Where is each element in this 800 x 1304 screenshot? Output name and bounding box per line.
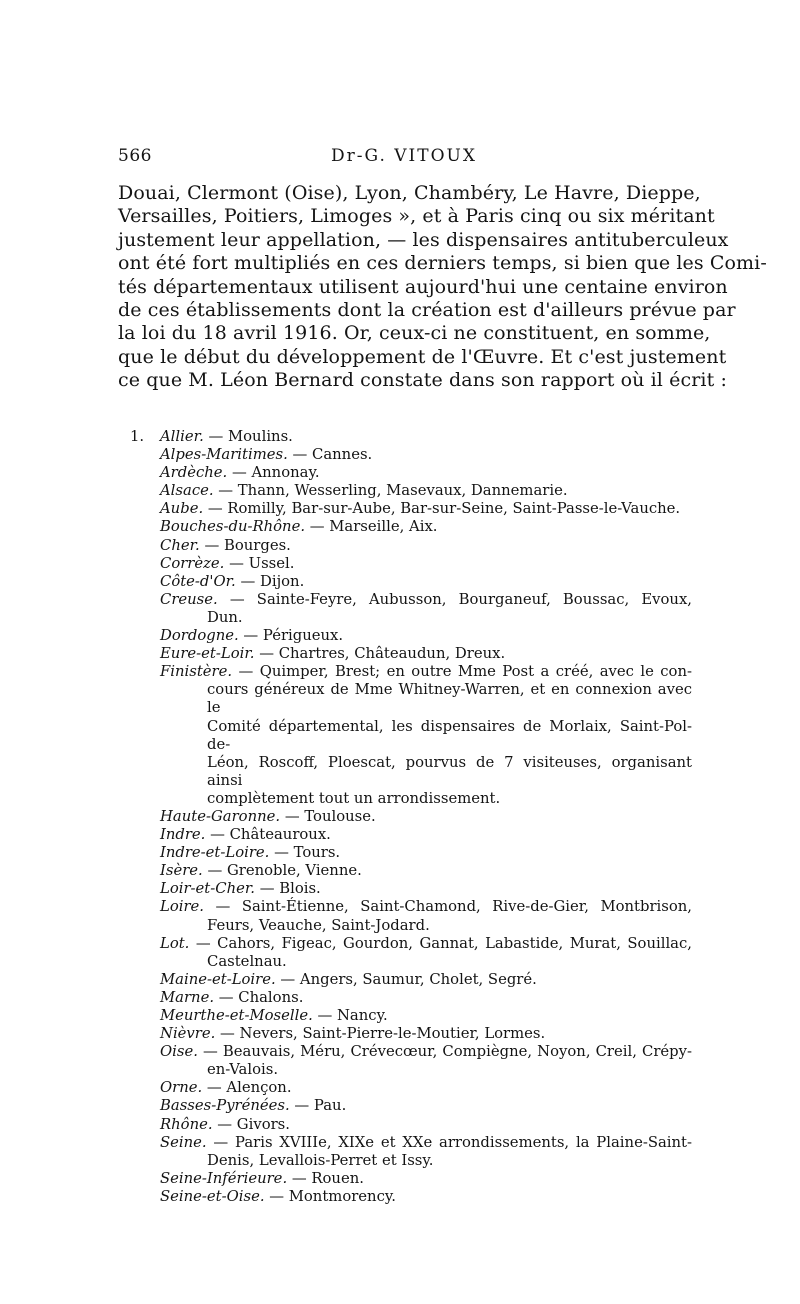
- list-item-continuation: Denis, Levallois-Perret et Issy.: [207, 1151, 434, 1169]
- list-item-continuation: Castelnau.: [207, 952, 287, 970]
- list-item-line: [160, 808, 692, 826]
- department-name: Loir-et-Cher.: [160, 880, 256, 898]
- page-header: [118, 146, 690, 170]
- list-item-continuation: complètement tout un arrondissement.: [207, 789, 501, 807]
- department-name: Aube.: [160, 500, 204, 518]
- list-number: 1.: [130, 428, 145, 445]
- list-item: [130, 627, 692, 645]
- department-towns: — Chalons.: [214, 988, 304, 1006]
- list-item: [130, 826, 692, 844]
- department-towns: — Quimper, Brest; en outre Mme Post a créé, avec le con-: [232, 663, 692, 681]
- list-item: [130, 844, 692, 862]
- running-head: Dr-G. VITOUX: [331, 146, 477, 166]
- list-item-line: [160, 1170, 692, 1188]
- list-item-continuation: en-Valois.: [207, 1061, 279, 1079]
- department-name: Nièvre.: [160, 1025, 216, 1043]
- department-towns: — Annonay.: [227, 464, 320, 482]
- department-towns: — Nevers, Saint-Pierre-le-Moutier, Lormes.: [215, 1025, 546, 1043]
- department-towns: — Cahors, Figeac, Gourdon, Gannat, Labastide, Murat, Souillac,: [189, 934, 692, 952]
- list-item-line: [160, 1079, 692, 1097]
- list-item: [130, 880, 692, 898]
- department-towns: — Blois.: [255, 880, 321, 898]
- list-item: [130, 1134, 692, 1170]
- list-item: [130, 1079, 692, 1097]
- department-name: Isère.: [160, 862, 203, 880]
- list-item-line: [160, 663, 692, 681]
- department-towns: — Ussel.: [224, 554, 295, 572]
- list-item: [130, 1170, 692, 1188]
- department-towns: — Châteauroux.: [205, 826, 331, 844]
- department-name: Allier.: [160, 428, 204, 445]
- list-item: [130, 935, 692, 971]
- body-line: la loi du 18 avril 1916. Or, ceux-ci ne constituent, en somme,: [118, 322, 711, 345]
- list-item: [130, 518, 692, 536]
- list-item-line: [160, 1007, 692, 1025]
- list-item: [130, 555, 692, 573]
- list-item-line: [130, 428, 692, 446]
- department-name: Dordogne.: [160, 627, 239, 645]
- department-name: Finistère.: [160, 663, 233, 681]
- list-item-line: [160, 518, 692, 536]
- body-line: justement leur appellation, — les dispensaires antituberculeux: [118, 228, 729, 251]
- department-towns: — Dijon.: [235, 572, 305, 590]
- list-item: [130, 1007, 692, 1025]
- list-item-continuation: cours généreux de Mme Whitney-Warren, et en connexion avec le: [207, 681, 692, 717]
- list-item: [130, 898, 692, 934]
- department-name: Creuse.: [160, 590, 218, 608]
- department-towns: — Périgueux.: [238, 627, 344, 645]
- department-towns: — Beauvais, Méru, Crévecœur, Compiègne, Noyon, Creil, Crépy-: [197, 1043, 692, 1061]
- list-item-line: [160, 1025, 692, 1043]
- department-towns: — Toulouse.: [280, 807, 376, 825]
- list-item-line: [160, 1043, 692, 1061]
- department-towns: — Thann, Wesserling, Masevaux, Dannemarie.: [213, 482, 568, 500]
- list-item-line: [160, 500, 692, 518]
- list-item: [130, 428, 692, 446]
- department-name: Lot.: [160, 934, 190, 952]
- department-name: Eure-et-Loir.: [160, 645, 255, 663]
- list-item-line: [160, 446, 692, 464]
- list-item-line: [160, 1134, 692, 1152]
- department-name: Indre.: [160, 826, 206, 844]
- list-item: [130, 862, 692, 880]
- list-item: [130, 1043, 692, 1079]
- list-item-line: [160, 826, 692, 844]
- department-towns: — Paris XVIIIe, XIXe et XXe arrondissements, la Plaine-Saint-: [206, 1133, 692, 1151]
- list-item-continuation: Feurs, Veauche, Saint-Jodard.: [207, 916, 430, 934]
- list-item: [130, 645, 692, 663]
- list-item-line: [160, 935, 692, 953]
- department-towns: — Cannes.: [287, 446, 373, 464]
- department-name: Maine-et-Loire.: [160, 970, 276, 988]
- list-item-line: [160, 989, 692, 1007]
- department-name: Alpes-Maritimes.: [160, 446, 288, 464]
- department-name: Corrèze.: [160, 554, 225, 572]
- body-line: Versailles, Poitiers, Limoges », et à Paris cinq ou six méritant: [118, 205, 715, 228]
- list-item-line: [160, 537, 692, 555]
- body-line: Douai, Clermont (Oise), Lyon, Chambéry, Le Havre, Dieppe,: [118, 182, 701, 204]
- list-item: [130, 591, 692, 627]
- department-name: Seine.: [160, 1133, 207, 1151]
- list-item: [130, 808, 692, 826]
- department-towns: — Montmorency.: [264, 1187, 396, 1205]
- list-item: [130, 1116, 692, 1134]
- department-name: Bouches-du-Rhône.: [160, 518, 306, 536]
- department-name: Rhône.: [160, 1115, 213, 1133]
- list-item-line: [160, 645, 692, 663]
- list-item-line: [160, 482, 692, 500]
- department-name: Alsace.: [160, 482, 214, 500]
- list-item: [130, 1025, 692, 1043]
- list-item: [130, 500, 692, 518]
- department-towns: — Tours.: [269, 844, 341, 862]
- list-item-continuation: Dun.: [207, 608, 243, 626]
- footnote-list: [130, 428, 692, 1206]
- list-item: [130, 482, 692, 500]
- department-towns: — Romilly, Bar-sur-Aube, Bar-sur-Seine, Saint-Passe-le-Vauche.: [203, 500, 681, 518]
- list-item-line: [160, 555, 692, 573]
- department-towns: — Sainte-Feyre, Aubusson, Bourganeuf, Boussac, Evoux,: [217, 590, 692, 608]
- list-item-line: [160, 880, 692, 898]
- department-name: Loire.: [160, 898, 205, 916]
- body-line: ont été fort multipliés en ces derniers temps, si bien que les Comi-: [118, 252, 767, 275]
- department-name: Seine-et-Oise.: [160, 1187, 265, 1205]
- department-towns: — Marseille, Aix.: [305, 518, 438, 536]
- department-name: Indre-et-Loire.: [160, 844, 270, 862]
- body-line: que le début du développement de l'Œuvre. Et c'est justement: [118, 345, 727, 368]
- department-towns: — Grenoble, Vienne.: [202, 862, 362, 880]
- department-towns: — Nancy.: [312, 1007, 388, 1024]
- body-line: tés départementaux utilisent aujourd'hui une centaine environ: [118, 275, 728, 298]
- list-item-line: [160, 1097, 692, 1115]
- department-towns: — Pau.: [289, 1097, 347, 1115]
- list-item-continuation: Léon, Roscoff, Ploescat, pourvus de 7 visiteuses, organisant ainsi: [207, 753, 692, 789]
- list-item: [130, 971, 692, 989]
- department-name: Oise.: [160, 1043, 198, 1061]
- list-item-line: [160, 844, 692, 862]
- department-towns: — Chartres, Châteaudun, Dreux.: [254, 645, 506, 663]
- department-towns: — Alençon.: [202, 1079, 292, 1097]
- list-item-line: [160, 591, 692, 609]
- list-item: [130, 537, 692, 555]
- department-name: Basses-Pyrénées.: [160, 1097, 290, 1115]
- list-item-line: [160, 627, 692, 645]
- department-name: Orne.: [160, 1079, 203, 1097]
- list-item: [130, 663, 692, 808]
- list-item: [130, 446, 692, 464]
- list-item-line: [160, 464, 692, 482]
- department-towns: — Saint-Étienne, Saint-Chamond, Rive-de-Gier, Montbrison,: [204, 898, 692, 916]
- list-item: [130, 989, 692, 1007]
- department-towns: — Angers, Saumur, Cholet, Segré.: [275, 970, 537, 988]
- list-item: [130, 1188, 692, 1206]
- list-item: [130, 464, 692, 482]
- list-item-line: [160, 573, 692, 591]
- list-item-line: [160, 1116, 692, 1134]
- list-item: [130, 573, 692, 591]
- list-item-line: [160, 862, 692, 880]
- department-name: Haute-Garonne.: [160, 807, 281, 825]
- department-name: Marne.: [160, 988, 215, 1006]
- department-name: Seine-Inférieure.: [160, 1169, 288, 1187]
- body-line: ce que M. Léon Bernard constate dans son rapport où il écrit :: [118, 369, 727, 392]
- department-towns: — Rouen.: [287, 1169, 364, 1187]
- body-paragraph: [118, 182, 767, 393]
- department-name: Cher.: [160, 536, 200, 554]
- department-towns: — Bourges.: [199, 536, 291, 554]
- department-name: Meurthe-et-Moselle.: [160, 1007, 313, 1024]
- department-name: Côte-d'Or.: [160, 572, 236, 590]
- list-item-line: [160, 898, 692, 916]
- department-name: Ardèche.: [160, 464, 228, 482]
- department-towns: — Moulins.: [203, 428, 293, 445]
- list-item-continuation: Comité départemental, les dispensaires de Morlaix, Saint-Pol-de-: [207, 717, 692, 753]
- body-line: de ces établissements dont la création est d'ailleurs prévue par: [118, 298, 736, 321]
- page-number: 566: [118, 146, 152, 166]
- department-towns: — Givors.: [212, 1115, 290, 1133]
- list-item-line: [160, 1188, 692, 1206]
- list-item-line: [160, 971, 692, 989]
- list-item: [130, 1097, 692, 1115]
